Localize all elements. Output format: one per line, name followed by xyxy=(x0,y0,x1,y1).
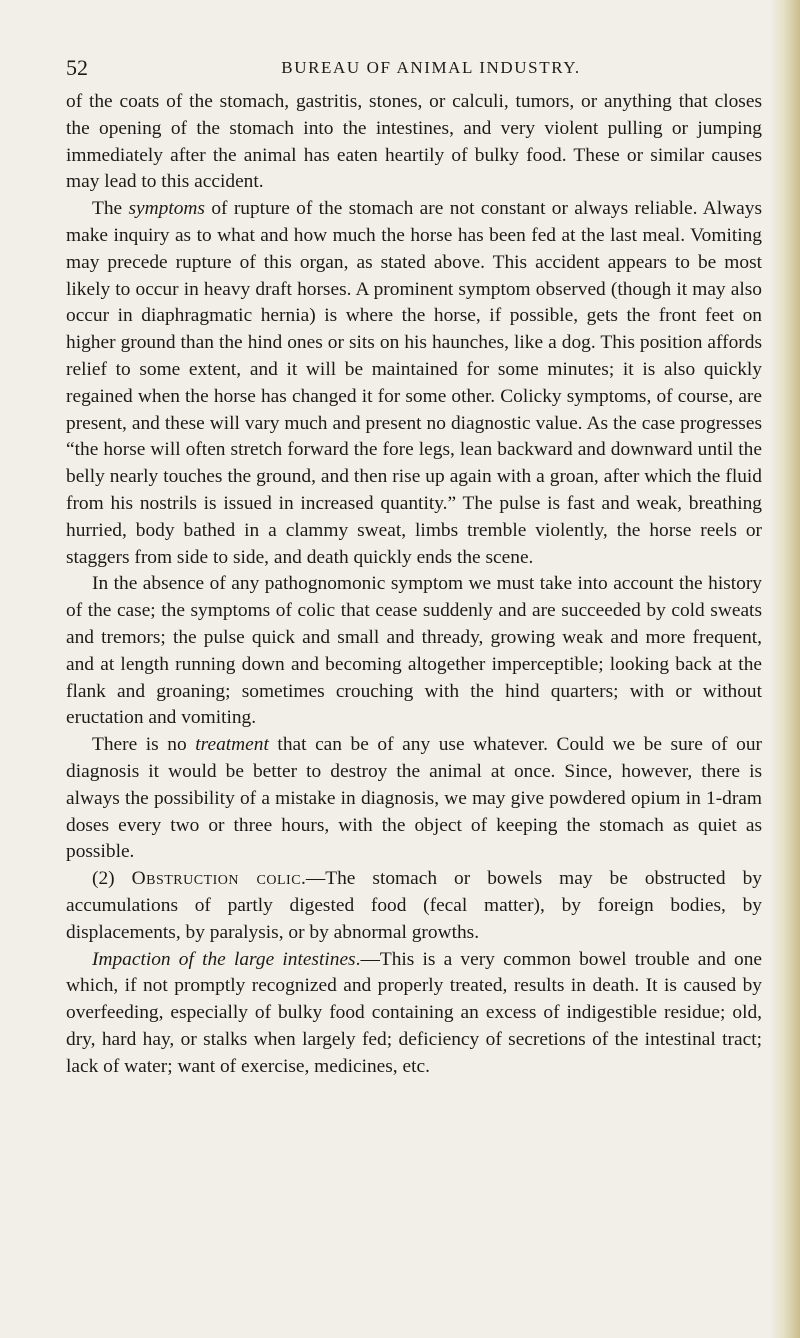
body-text xyxy=(66,89,762,1080)
paragraph-text: of rupture of the stomach are not constant or always reliable. Always make inquiry as to what and how much the horse has been fed at the last meal. Vomiting may precede rupture of this organ, as stated above. This accident appears to be most likely to occur in heavy draft horses. A prominent symptom observed (though it may also occur in diaphragmatic hernia) is where the horse, if possible, gets the front feet on higher ground than the hind ones or sits on his haunches, like a dog. This position affords relief to some extent, and it will be maintained for some minutes; it is also quickly regained when the horse has changed it for some other. Colicky symptoms, of course, are present, and these will vary much and present no diagnostic value. As the case progresses “the horse will often stretch forward the fore legs, lean backward and downward until the belly nearly touches the ground, and then rise up again with a groan, after which the fluid from his nostrils is issued in increased quantity.” The pulse is fast and weak, breathing hurried, body bathed in a clammy sweat, limbs tremble violently, the horse reels or staggers from side to side, and death quickly ends the scene. xyxy=(66,198,762,568)
section-heading: Obstruction colic xyxy=(131,868,302,890)
paragraph-lead: (2) xyxy=(92,868,132,890)
page-header xyxy=(66,55,756,85)
italic-term: symptoms xyxy=(128,198,205,220)
paragraph-text: that can be of any use whatever. Could we be sure of our diagnosis it would be better to destroy the animal at once. Since, however, there is always the possibility of a mistake in diagnosis, we may give powdered opium in 1-dram doses every two or three hours, with the object of keeping the stomach as quiet as possible. xyxy=(66,734,763,863)
paragraph-lead: The xyxy=(92,198,129,220)
paragraph-continuation xyxy=(66,89,762,196)
paragraph-text: .—The stomach or bowels may be obstructed by accumulations of partly digested food (fecal matter), by foreign bodies, by displacements, by paralysis, or by abnormal growths. xyxy=(66,868,762,943)
paragraph-lead: There is no xyxy=(92,734,196,756)
page-number: 52 xyxy=(66,55,88,80)
running-head: BUREAU OF ANIMAL INDUSTRY. xyxy=(281,58,581,77)
page-edge-shadow xyxy=(770,0,800,1338)
paragraph-diagnosis xyxy=(66,571,762,732)
paragraph-text: In the absence of any pathognomonic symptom we must take into account the history of the case; the symptoms of colic that cease suddenly and are succeeded by cold sweats and tremors; the pulse quick and small and thready, growing weak and more frequent, and at length running down and becoming altogether imperceptible; looking back at the flank and groaning; sometimes crouching with the hind quarters; with or without eructation and vomiting. xyxy=(66,573,762,729)
paragraph-text: of the coats of the stomach, gastritis, stones, or calculi, tumors, or anything that closes the opening of the stomach into the intestines, and very violent pulling or jumping immediately after the animal has eaten heartily of bulky food. These or similar causes may lead to this accident. xyxy=(66,91,762,193)
subsection-heading: Impaction of the large intestines xyxy=(92,948,356,970)
paragraph-treatment xyxy=(66,732,762,866)
paragraph-symptoms xyxy=(66,196,762,571)
paragraph-obstruction-colic xyxy=(66,866,762,946)
paragraph-impaction xyxy=(66,947,762,1081)
italic-term: treatment xyxy=(195,734,269,756)
paragraph-text: .—This is a very common bowel trouble and one which, if not promptly recognized and properly treated, results in death. It is caused by overfeeding, especially of bulky food containing an excess of indigestible residue; old, dry, hard hay, or stalks when largely fed; deficiency of secretions of the intestinal tract; lack of water; want of exercise, medicines, etc. xyxy=(66,948,762,1077)
